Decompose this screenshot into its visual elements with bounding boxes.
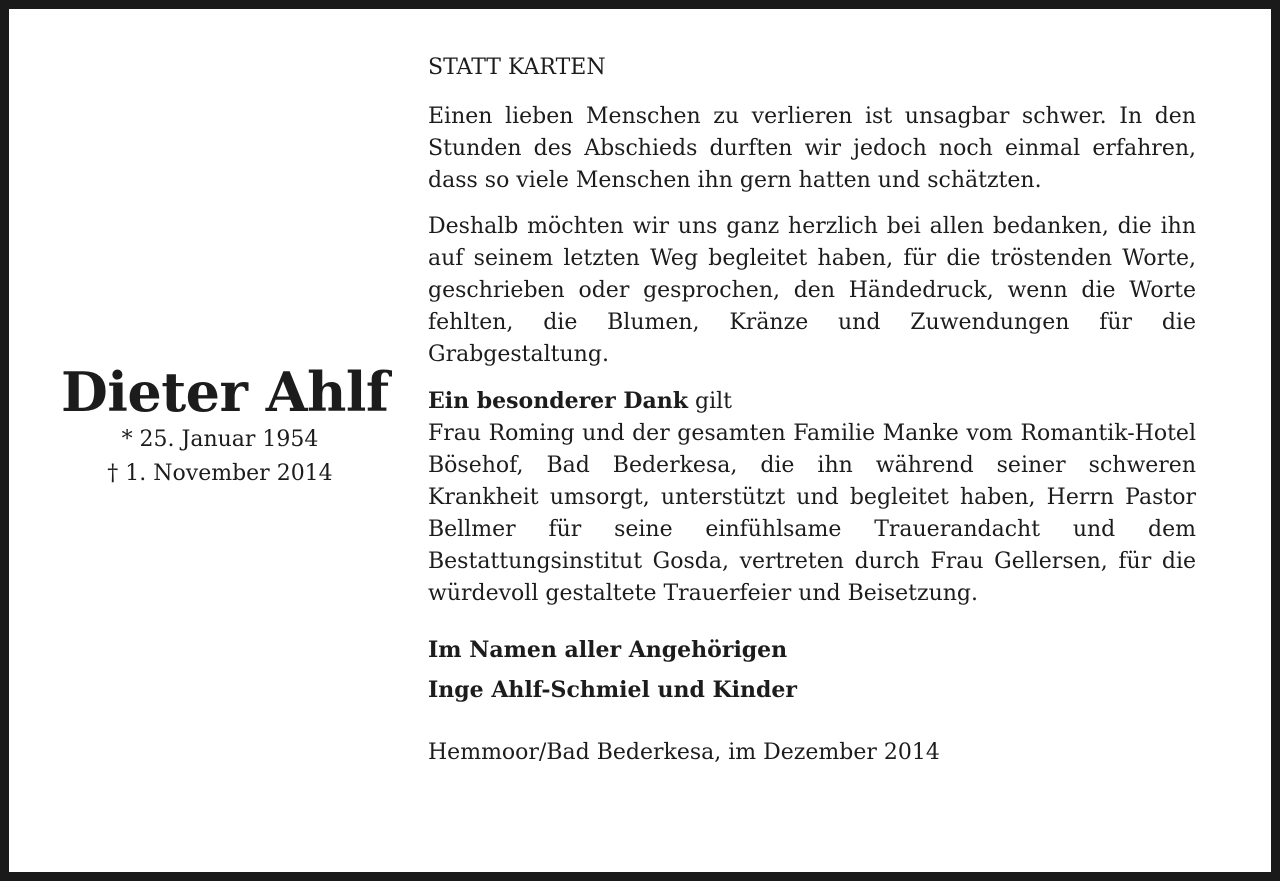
notice-text <box>428 51 1196 770</box>
birth-date: * 25. Januar 1954 <box>121 427 319 452</box>
deceased-name: Dieter Ahlf <box>61 360 389 424</box>
special-thanks-heading <box>428 385 1196 418</box>
special-thanks-bold: Ein besonderer Dank <box>428 388 689 414</box>
signature-line-2: Inge Ahlf-Schmiel und Kinder <box>428 677 797 703</box>
special-thanks-rest: gilt <box>688 389 733 414</box>
paragraph-special-thanks: Frau Roming und der gesamten Familie Manke vom Romantik-Hotel Bösehof, Bad Bederkesa, die ihn während seiner schweren Krankheit umsorgt, unterstützt und begleitet haben, Herrn Pastor Bellmer für seine einfühlsame Trauerandacht und dem Bestattungsinstitut Gosda, vertreten durch Frau Gellersen, für die würdevoll gestaltete Trauerfeier und Beisetzung. <box>428 421 1196 606</box>
paragraph-loss: Einen lieben Menschen zu verlieren ist unsagbar schwer. In den Stunden des Abschieds durften wir jedoch noch einmal erfahren, dass so viele Menschen ihn gern hatten und schätzten. <box>428 104 1196 193</box>
deceased-block <box>61 360 389 491</box>
signature-line-1: Im Namen aller Angehörigen <box>428 637 788 663</box>
place-date: Hemmoor/Bad Bederkesa, im Dezember 2014 <box>428 740 940 765</box>
death-date: † 1. November 2014 <box>107 461 333 486</box>
notice-heading: STATT KARTEN <box>428 55 606 80</box>
paragraph-thanks-all: Deshalb möchten wir uns ganz herzlich bei allen bedanken, die ihn auf seinem letzten Weg begleitet haben, für die tröstenden Worte, geschrieben oder gesprochen, den Händedruck, wenn die Worte fehlten, die Blumen, Kränze und Zuwendungen für die Grabgestaltung. <box>428 214 1196 367</box>
